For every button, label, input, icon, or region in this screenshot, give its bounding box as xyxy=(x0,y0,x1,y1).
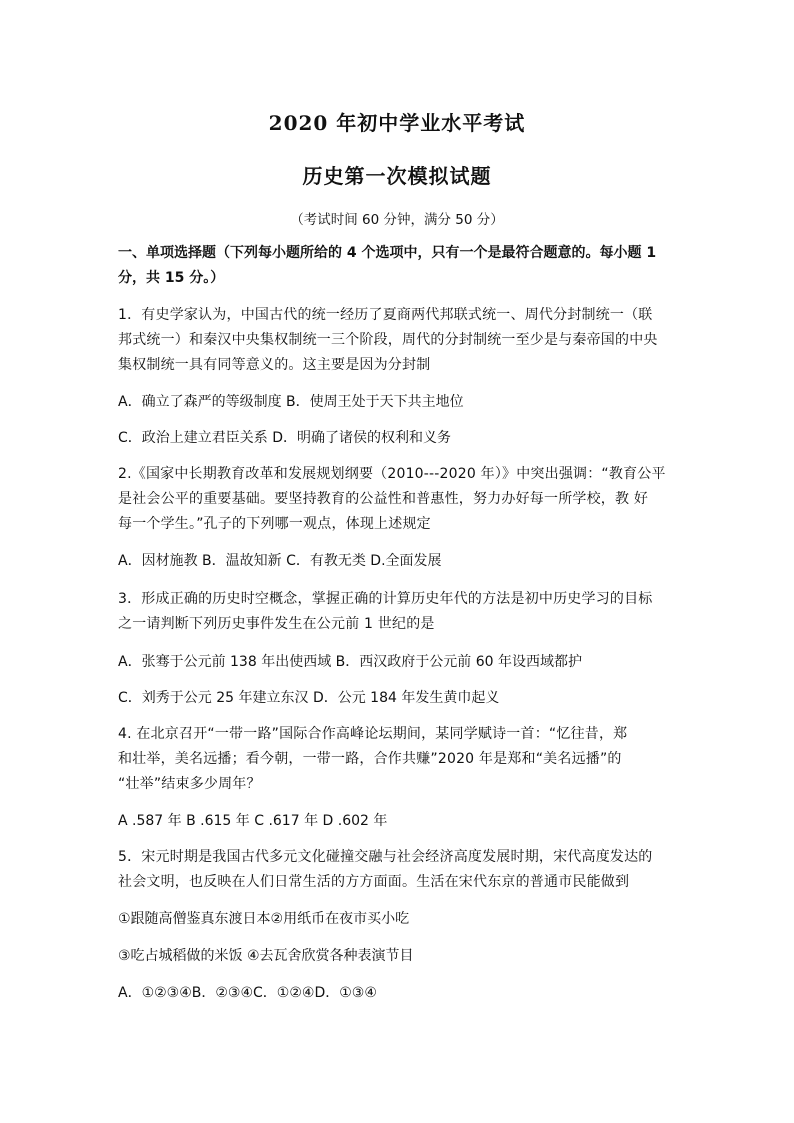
section-heading xyxy=(118,241,680,291)
stem-line: 5．宋元时期是我国古代多元文化碰撞交融与社会经济高度发展时期，宋代高度发达的 xyxy=(118,849,653,865)
question-5-stem xyxy=(118,845,680,895)
stem-line: 邦式统一）和秦汉中央集权制统一三个阶段，周代的分封制统一至少是与秦帝国的中央 xyxy=(118,332,658,348)
page-title: 2020 年初中学业水平考试 xyxy=(268,111,526,135)
question-4-option-line: A .587 年 B .615 年 C .617 年 D .602 年 xyxy=(118,813,388,829)
stem-line: 是社会公平的重要基础。要坚持教育的公益性和普惠性，努力办好每一所学校，教 好 xyxy=(118,491,649,507)
question-5-option-line: ①跟随高僧鉴真东渡日本②用纸币在夜市买小吃 xyxy=(118,911,410,927)
section-heading-line: 一、单项选择题（下列每小题所给的 4 个选项中，只有一个是最符合题意的。每小题 1 xyxy=(118,245,657,261)
question-3-option-line: A．张骞于公元前 138 年出使西域 B．西汉政府于公元前 60 年设西域都护 xyxy=(118,654,582,670)
stem-line: 每一个学生。”孔子的下列哪一观点，体现上述规定 xyxy=(118,516,431,532)
question-3-option-line: C．刘秀于公元 25 年建立东汉 D．公元 184 年发生黄巾起义 xyxy=(118,690,500,706)
question-5-option-line: A．①②③④B．②③④C．①②④D．①③④ xyxy=(118,985,377,1001)
question-3-stem xyxy=(118,587,680,637)
stem-line: 和壮举，美名远播；看今朝，一带一路，合作共赚”2020 年是郑和“美名远播”的 xyxy=(118,751,622,767)
stem-line: 社会文明，也反映在人们日常生活的方方面面。生活在宋代东京的普通市民能做到 xyxy=(118,874,630,890)
stem-line: 4. 在北京召开“一带一路”国际合作高峰论坛期间，某同学赋诗一首：“忆往昔，郑 xyxy=(118,726,628,742)
question-1-option-line: C．政治上建立君臣关系 D．明确了诸侯的权利和义务 xyxy=(118,430,452,446)
stem-line: 1．有史学家认为，中国古代的统一经历了夏商两代邦联式统一、周代分封制统一（联 xyxy=(118,307,653,323)
stem-line: 之一请判断下列历史事件发生在公元前 1 世纪的是 xyxy=(118,616,435,632)
stem-line: “壮举”结束多少周年？ xyxy=(118,776,261,792)
stem-line: 2.《国家中长期教育改革和发展规划纲要（2010---2020 年）》中突出强调：“教育公平 xyxy=(118,466,666,482)
question-4-stem xyxy=(118,722,680,797)
stem-line: 3．形成正确的历史时空概念，掌握正确的计算历史年代的方法是初中历史学习的目标 xyxy=(118,591,653,607)
question-2-option-line: A．因材施教 B．温故知新 C．有教无类 D.全面发展 xyxy=(118,553,442,569)
question-1-option-line: A．确立了森严的等级制度 B．使周王处于天下共主地位 xyxy=(118,394,464,410)
stem-line: 集权制统一具有同等意义的。这主要是因为分封制 xyxy=(118,357,431,373)
section-heading-line: 分，共 15 分。） xyxy=(118,270,225,286)
question-5-option-line: ③吃占城稻做的米饭 ④去瓦舍欣赏各种表演节目 xyxy=(118,948,414,964)
question-1-stem xyxy=(118,303,680,378)
exam-info: （考试时间 60 分钟，满分 50 分） xyxy=(290,212,504,228)
page-subtitle: 历史第一次模拟试题 xyxy=(302,164,492,188)
question-2-stem xyxy=(118,462,680,537)
